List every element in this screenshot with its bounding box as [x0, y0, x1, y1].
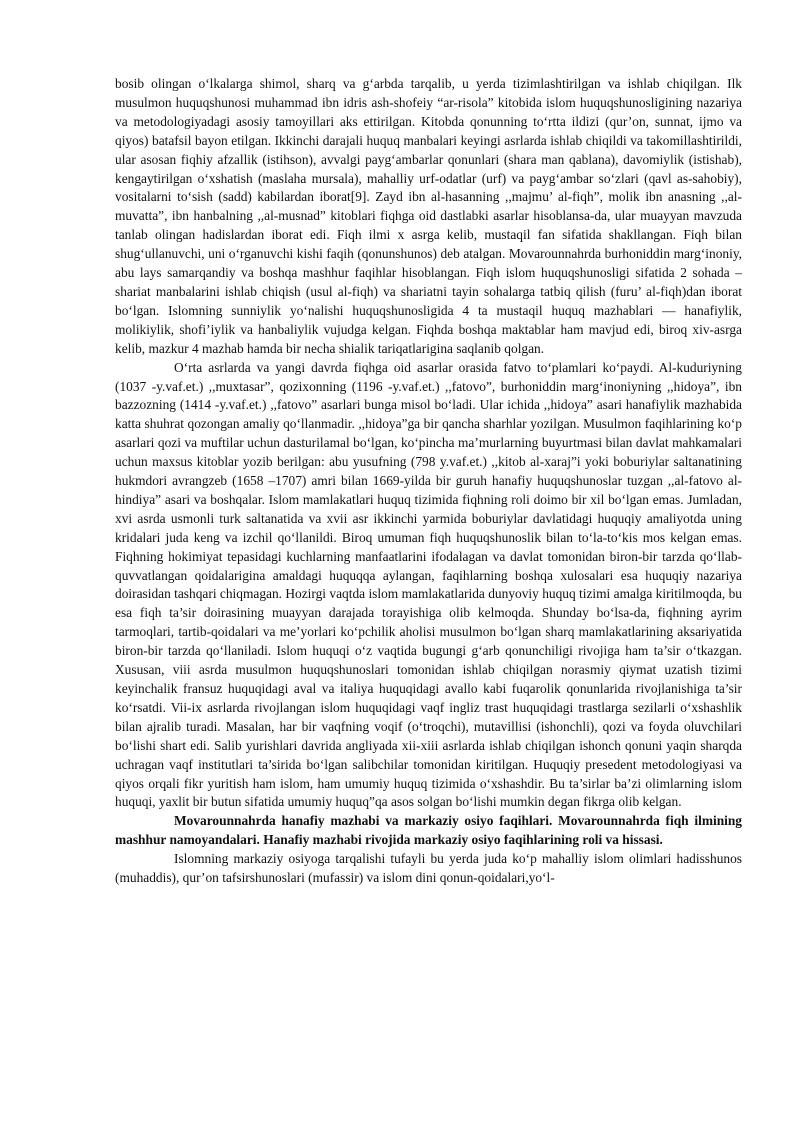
section-heading: Movarounnahrda hanafiy mazhabi va markaziy osiyo faqihlari. Movarounnahrda fiqh ilmining mashhur namoyandalari. Hanafiy mazhabi rivojida markaziy osiyo faqihlarining roli va hissasi. [115, 813, 742, 848]
paragraph-2: O‘rta asrlarda va yangi davrda fiqhga oid asarlar orasida fatvo to‘plamlari ko‘paydi. Al-kuduriyning (1037 -y.vaf.et.) ,,muxtasar”, qozixonning (1196 -y.vaf.et.) ,,fatovo”, burhoniddin marg‘inoniyning ,,hidoya”, ibn bazzozning (1414 -y.vaf.et.) ,,fatovo” asarlari bunga misol bo‘ladi. Ular ichida ,,hidoya” asari hanafiylik mazhabida katta shuhrat qozongan amaliy qo‘llanmadir. ,,hidoya”ga bir qancha sharhlar yozilgan. Musulmon faqihlarining ko‘p asarlari qozi va muftilar uchun dasturilamal bo‘lgan, ko‘pincha ma’murlarning buyurtmasi bilan davlat mahkamalari uchun maxsus kitoblar yozib berilgan: abu yusufning (798 y.vaf.et.) ,,kitob al-xaraj”i yoki boburiylar saltanatining hukmdori avrangzeb (1658 –1707) amri bilan 1669-yilda bir guruh hanafiy huquqshunoslar tuzgan ,,al-fatovo al-hindiya” asari va boshqalar. Islom mamlakatlari huquq tizimida fiqhning roli doimo bir xil bo‘lgan emas. Jumladan, xvi asrda usmonli turk saltanatida va xvii asr ikkinchi yarmida boburiylar davlatidagi huquqiy amaliyotda uning kridalari juda keng va izchil qo‘llanildi. Biroq umuman fiqh huquqshunoslik bilan to‘la-to‘kis mos kelgan emas. Fiqhning hokimiyat tepasidagi kuchlarning manfaatlarini ifodalagan va davlat tomonidan biron-bir tarzda qo‘llab-quvvatlangan qoidalarigina amaldagi huquqqa aylangan, faqihlarning boshqa xulosalari esa huquqiy nazariya doirasidan tashqari chiqmagan. Hozirgi vaqtda islom mamlakatlarida dunyoviy huquq tizimi amalga kiritilmoqda, bu esa fiqh ta’sir doirasining muayyan darajada torayishiga olib kelmoqda. Shunday bo‘lsa-da, fiqhning ayrim tarmoqlari, tartib-qoidalari va me’yorlari ko‘pchilik aholisi musulmon bo‘lgan sharq mamlakatlarining aksariyatida biron-bir tarzda qo‘llaniladi. Islom huquqi o‘z vaqtida bugungi g‘arb qonunchiligi rivojiga ham ta’sir o‘tkazgan. Xususan, viii asrda musulmon huquqshunoslari tomonidan ishlab chiqilgan norasmiy qiymat uzatish tizimi keyinchalik fransuz huquqidagi aval va italiya huquqidagi avallo kabi fuqarolik qonunlarida rivojlanishiga ta’sir ko‘rsatdi. Vii-ix asrlarda rivojlangan islom huquqidagi vaqf ingliz trast huquqidagi trastlarga sezilarli o‘xshashlik bilan ajralib turadi. Masalan, har bir vaqfning voqif (o‘troqchi), mutavillisi (ishonchli), qozi va foyda oluvchilari bo‘lishi shart edi. Salib yurishlari davrida angliyada xii-xiii asrlarda ishlab chiqilgan ishonch qonuni yaqin sharqda uchragan vaqf institutlari ta’sirida bo‘lgan salibchilar tomonidan kiritilgan. Huquqiy presedent metodologiyasi va qiyos orqali fikr yuritish ham islom, ham umumiy huquq tizimida o‘xshashdir. Bu ta’sirlar ba’zi olimlarning islom huquqi, yaxlit bir butun sifatida umumiy huquq”qa asos solgan bo‘lishi mumkin degan fikrga olib kelgan. [115, 359, 742, 810]
paragraph-3: Islomning markaziy osiyoga tarqalishi tufayli bu yerda juda ko‘p mahalliy islom olimlari hadisshunos (muhaddis), qur’on tafsirshunoslari (mufassir) va islom dini qonun-qoidalari,yo‘l- [115, 851, 742, 886]
paragraph-1: bosib olingan o‘lkalarga shimol, sharq va g‘arbda tarqalib, u yerda tizimlashtirilgan va ishlab chiqilgan. Ilk musulmon huquqshunosi muhammad ibn idris ash-shofeiy “ar-risola” kitobida islom huquqshunosligining nazariya va metodologiyadagi asosiy tamoyillari aks ettirilgan. Kitobda qonunning to‘rtta ildizi (qur’on, sunnat, ijmo va qiyos) batafsil bayon etilgan. Ikkinchi darajali huquq manbalari keyingi asrlarda ishlab chiqildi va takomillashtirildi, ular asosan fiqhiy afzallik (istihson), avvalgi payg‘ambarlar qonunlari (shara man qablana), davomiylik (istishab), kengaytirilgan o‘xshatish (maslaha mursala), mahalliy urf-odatlar (urf) va payg‘ambar so‘zlari (qavl as-sahobiy), vositalarni to‘sish (sadd) kabilardan iborat[9]. Zayd ibn al-hasanning ,,majmu’ al-fiqh”, molik ibn anasning ,,al-muvatta”, ibn hanbalning ,,al-musnad” kitoblari fiqhga oid dastlabki asarlar hisoblansa-da, ular muayyan mavzuda tanlab olingan hadislardan iborat edi. Fiqh ilmi x asrga kelib, mustaqil fan sifatida shakllangan. Fiqh bilan shug‘ullanuvchi, uni o‘rganuvchi kishi faqih (qonunshunos) deb atalgan. Movarounnahrda burhoniddin marg‘inoniy, abu lays samarqandiy va boshqa mashhur faqihlar hisoblangan. Fiqh islom huquqshunosligi sifatida 2 sohada – shariat manbalarini ishlab chiqish (usul al-fiqh) va shariatni tayin sohalarga tatbiq qilish (furu’ al-fiqh)dan iborat bo‘lgan. Islomning sunniylik yo‘nalishi huquqshunosligida 4 ta mustaqil huquq mazhablari — hanafiylik, molikiylik, shofi’iylik va hanbaliylik vujudga kelgan. Fiqhda boshqa maktablar ham mavjud edi, biroq xiv-asrga kelib, mazkur 4 mazhab hamda bir necha shialik tariqatlarigina saqlanib qolgan. [115, 76, 742, 356]
